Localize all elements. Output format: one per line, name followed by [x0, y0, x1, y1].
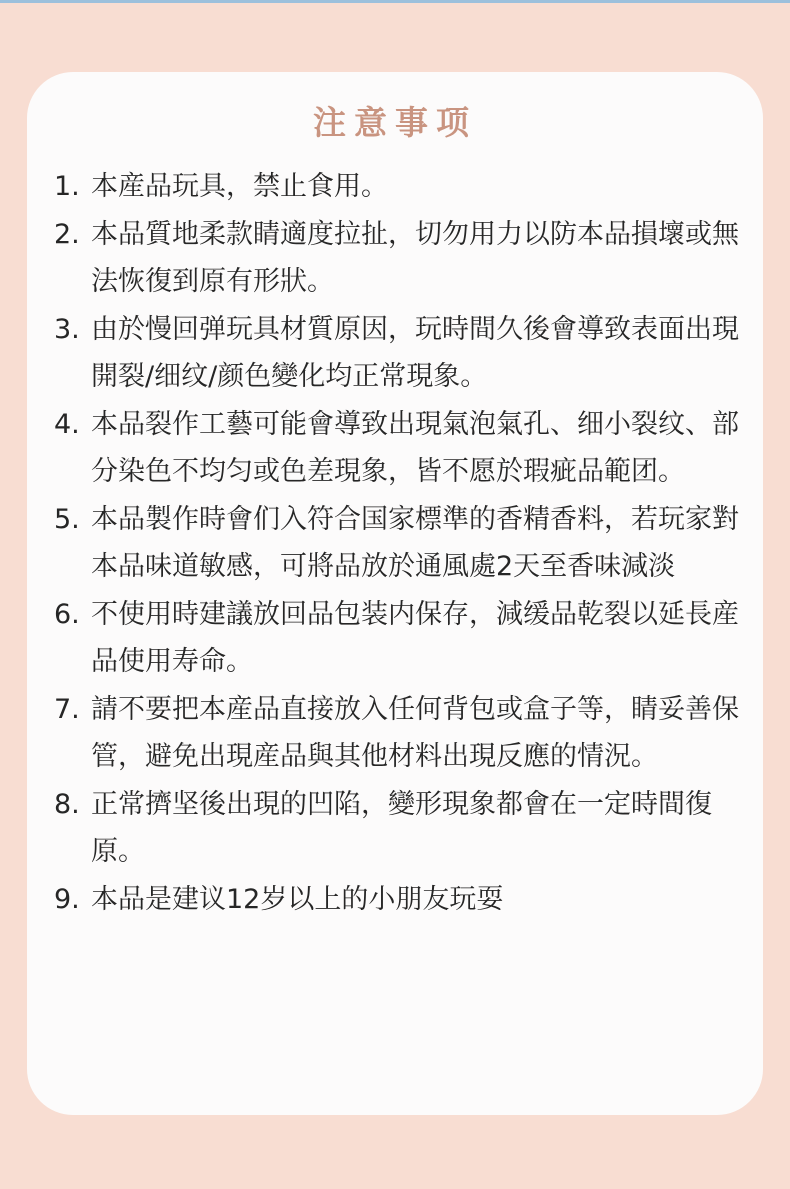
notice-number: 1.	[54, 171, 80, 202]
notice-number: 4.	[54, 409, 80, 440]
notice-item-7	[54, 686, 744, 780]
notice-item-3	[54, 306, 744, 400]
notice-number: 2.	[54, 219, 80, 250]
notice-item-9	[54, 876, 744, 923]
notice-item-8	[54, 781, 744, 875]
notice-item-6	[54, 591, 744, 685]
notice-list	[54, 163, 744, 924]
notice-text: 本品是建议12岁以上的小朋友玩耍	[91, 884, 504, 915]
notice-text: 正常擠坚後出現的凹陷，變形現象都會在一定時間復原。	[91, 789, 712, 867]
notice-text: 由於慢回弹玩具材質原因，玩時間久後會導致表面出現開裂/细纹/颜色變化均正常現象。	[91, 314, 739, 392]
notice-number: 9.	[54, 884, 80, 915]
notice-item-5	[54, 496, 744, 590]
notice-number: 6.	[54, 599, 80, 630]
notice-item-1	[54, 163, 744, 210]
notice-text: 本品質地柔款睛適度拉扯，切勿用力以防本品損壞或無法恢復到原有形狀。	[91, 219, 739, 297]
notice-text: 請不要把本産品直接放入任何背包或盒子等，睛妥善保管，避免出現産品與其他材料出現反應的情況。	[91, 694, 739, 772]
page-title: 注意事项	[313, 103, 477, 142]
notice-text: 本産品玩具，禁止食用。	[91, 171, 388, 202]
notice-number: 8.	[54, 789, 80, 820]
notice-text: 本品裂作工藝可能會導致出現氣泡氣孔、细小裂纹、部分染色不均匀或色差現象，皆不愿於瑕疵品範团。	[91, 409, 739, 487]
notice-text: 不使用時建議放回品包装内保存，減缓品乾裂以延長産品使用寿命。	[91, 599, 739, 677]
notice-item-2	[54, 211, 744, 305]
notice-number: 7.	[54, 694, 80, 725]
notice-item-4	[54, 401, 744, 495]
notice-number: 5.	[54, 504, 80, 535]
top-divider	[0, 0, 790, 3]
notice-text: 本品製作時會们入符合国家標準的香精香料，若玩家對本品味道敏感，可將品放於通風處2天至香味減淡	[91, 504, 739, 582]
notice-number: 3.	[54, 314, 80, 345]
